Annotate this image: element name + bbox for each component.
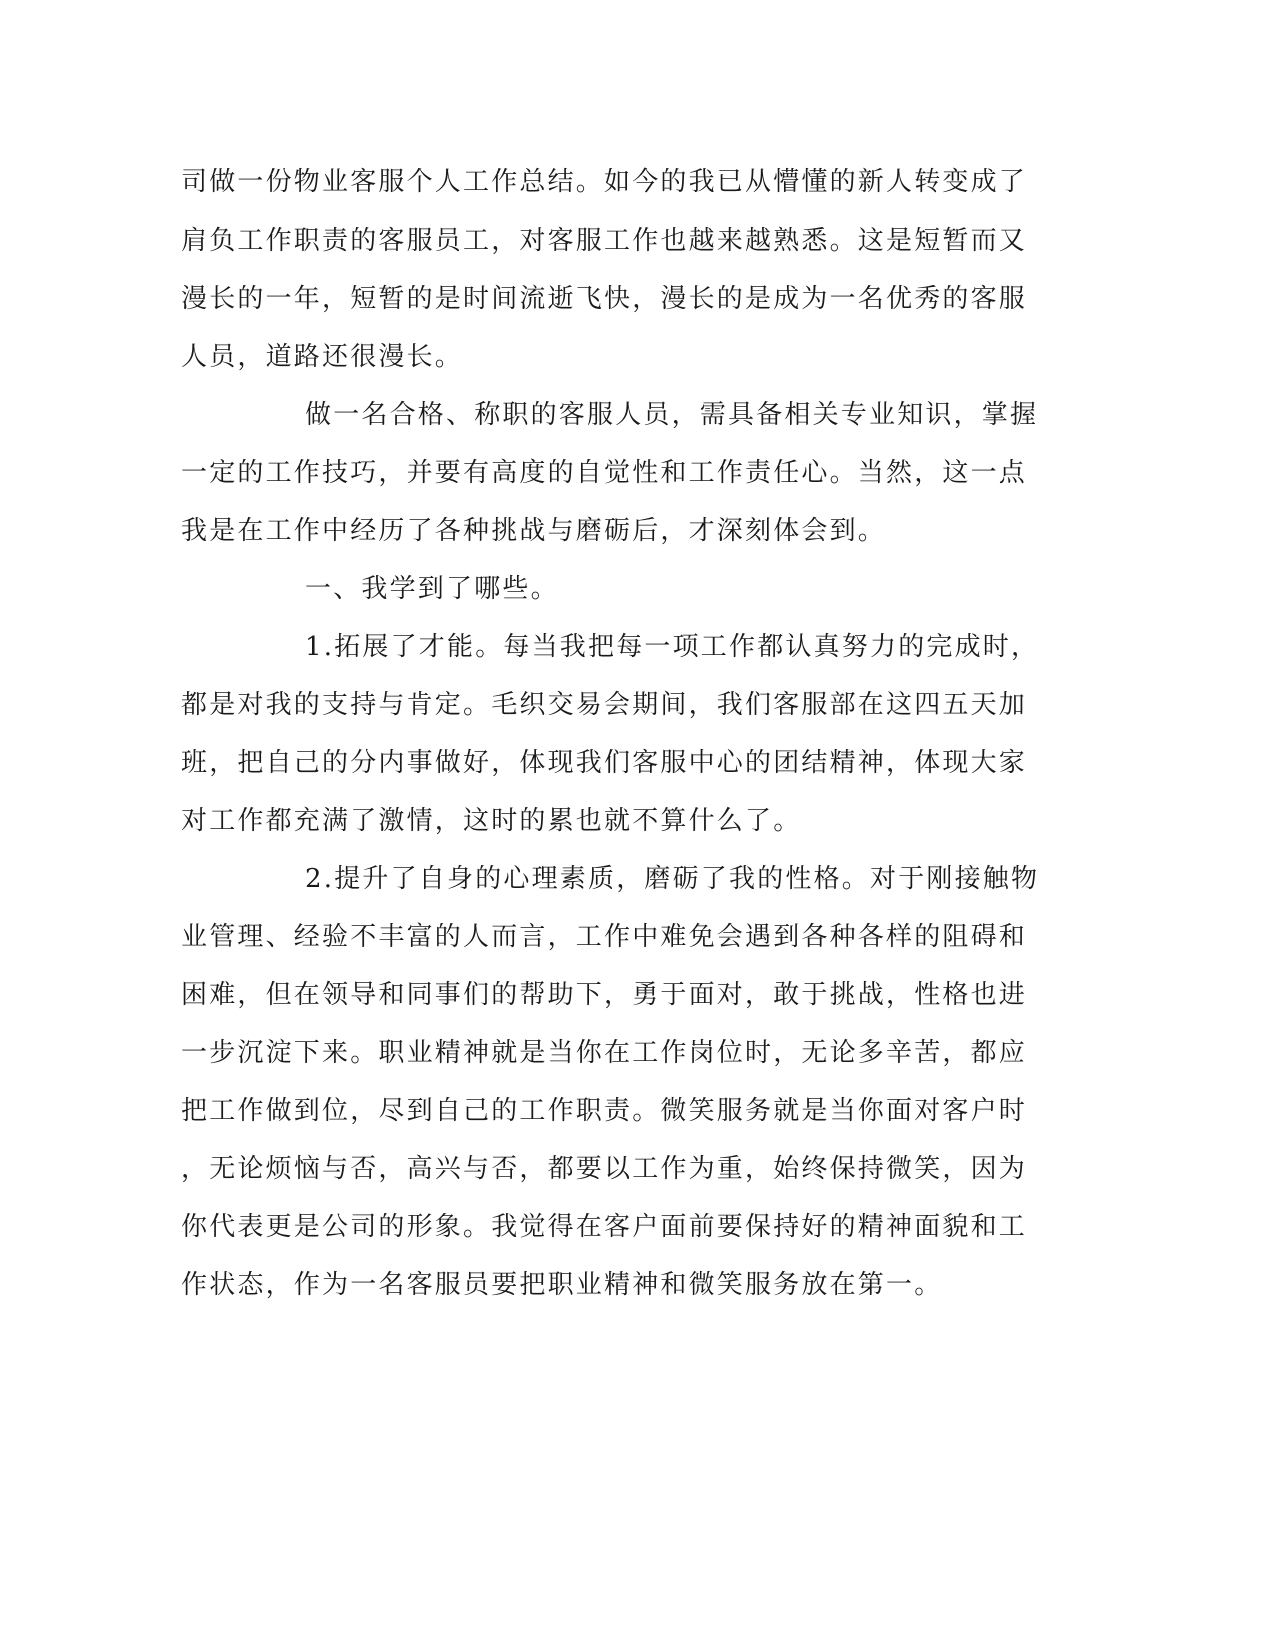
- text-line: 困难，但在领导和同事们的帮助下，勇于面对，敢于挑战，性格也进: [181, 980, 1028, 1010]
- paragraph-first-line: 1.拓展了才能。每当我把每一项工作都认真努力的完成时，: [305, 632, 1040, 662]
- text-line: 业管理、经验不丰富的人而言，工作中难免会遇到各种各样的阻碍和: [181, 922, 1028, 952]
- text-line: 漫长的一年，短暂的是时间流逝飞快，漫长的是成为一名优秀的客服: [181, 284, 1028, 314]
- text-line: 作状态，作为一名客服员要把职业精神和微笑服务放在第一。: [181, 1270, 943, 1300]
- text-line: 你代表更是公司的形象。我觉得在客户面前要保持好的精神面貌和工: [181, 1212, 1028, 1242]
- text-line: 人员，道路还很漫长。: [181, 342, 464, 372]
- text-line: 都是对我的支持与肯定。毛织交易会期间，我们客服部在这四五天加: [181, 690, 1028, 720]
- paragraph-first-line: 2.提升了自身的心理素质，磨砺了我的性格。对于刚接触物: [305, 864, 1040, 894]
- text-line: 班，把自己的分内事做好，体现我们客服中心的团结精神，体现大家: [181, 748, 1028, 778]
- text-line: 一步沉淀下来。职业精神就是当你在工作岗位时，无论多辛苦，都应: [181, 1038, 1028, 1068]
- section-heading: 一、我学到了哪些。: [305, 574, 559, 604]
- paragraph-first-line: 做一名合格、称职的客服人员，需具备相关专业知识，掌握: [305, 400, 1039, 430]
- text-line: ，无论烦恼与否，高兴与否，都要以工作为重，始终保持微笑，因为: [181, 1154, 1028, 1184]
- text-line: 一定的工作技巧，并要有高度的自觉性和工作责任心。当然，这一点: [181, 458, 1028, 488]
- text-line: 对工作都充满了激情，这时的累也就不算什么了。: [181, 806, 802, 836]
- text-line: 司做一份物业客服个人工作总结。如今的我已从懵懂的新人转变成了: [181, 167, 1028, 197]
- text-line: 我是在工作中经历了各种挑战与磨砺后，才深刻体会到。: [181, 516, 887, 546]
- text-line: 把工作做到位，尽到自己的工作职责。微笑服务就是当你面对客户时: [181, 1096, 1028, 1126]
- text-line: 肩负工作职责的客服员工，对客服工作也越来越熟悉。这是短暂而又: [181, 226, 1028, 256]
